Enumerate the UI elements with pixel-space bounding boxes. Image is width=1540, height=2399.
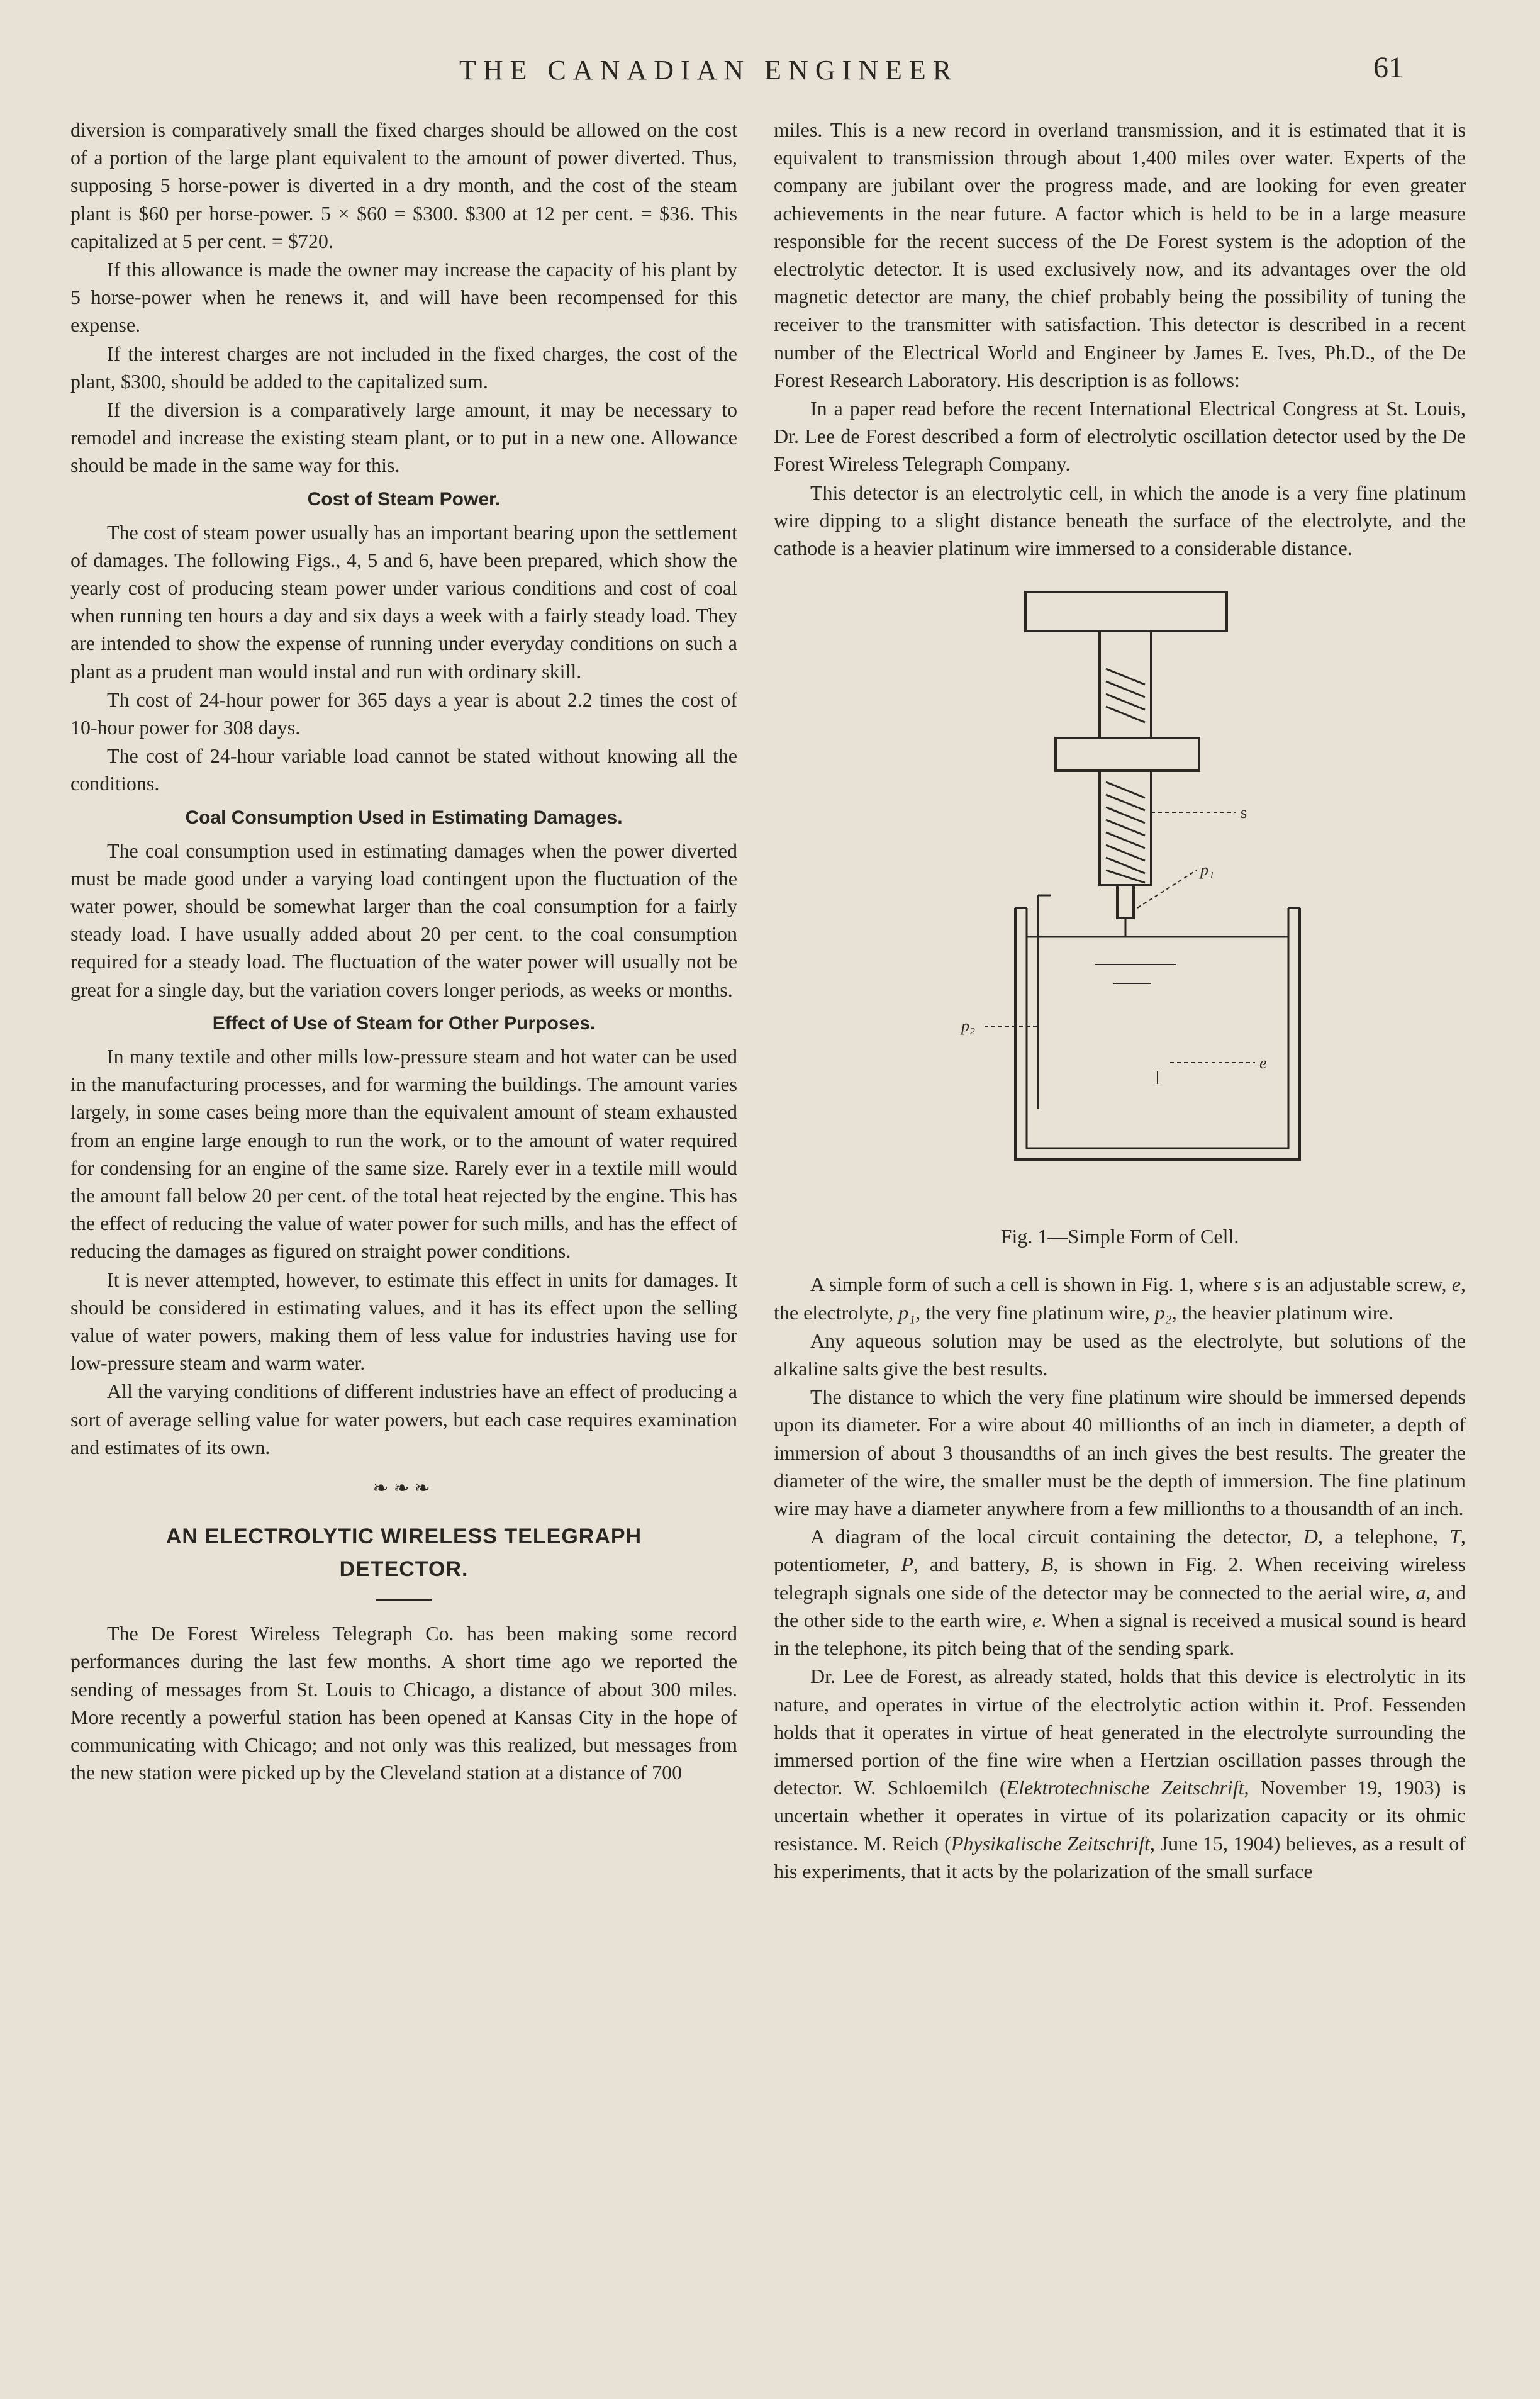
paragraph: In a paper read before the recent International Electrical Congress at St. Louis, Dr. Lee de Forest described a form of electrolytic oscillation detector used by the De Forest Wireless Telegraph Company. bbox=[774, 397, 1466, 476]
paragraph: The cost of steam power usually has an important bearing upon the settlement of damages. The following Figs., 4, 5 and 6, have been prepared, which show the yearly cost of producing steam power under various conditions and cost of coal when running ten hours a day and six days a week with a fairly steady load. They are intended to show the expense of running under everyday conditions on such a plant as a prudent man would instal and run with ordinary skill. bbox=[70, 520, 737, 683]
text-run: A diagram of the local circuit containing the detector, bbox=[810, 1525, 1303, 1548]
paragraph: The De Forest Wireless Telegraph Co. has been making some record performances during the last few months. A short time ago we reported the sending of messages from St. Louis to Chicago, a distance of about 300 miles. More recently a powerful station has been opened at Kansas City in the hope of communicating with Chicago; and not only was this realized, but messages from the new station were picked up by the Cleveland station at a distance of 700 bbox=[70, 1622, 737, 1784]
label-e: e bbox=[1259, 1054, 1267, 1073]
journal-title: THE CANADIAN ENGINEER bbox=[459, 55, 959, 86]
symbol-b: B bbox=[1041, 1553, 1054, 1576]
symbol-p2: p₂ bbox=[1154, 1300, 1172, 1324]
label-p1: p₁ bbox=[1200, 861, 1215, 880]
text-run: . When a signal is received a musical sound is heard in the telephone, its pitch being that of the sending spark. bbox=[774, 1608, 1466, 1660]
symbol-s: s bbox=[1253, 1273, 1261, 1296]
paragraph: If this allowance is made the owner may increase the capacity of his plant by 5 horse-power when he renews it, and will have been recompensed for this expense. bbox=[70, 258, 737, 337]
article-title bbox=[70, 1520, 737, 1585]
paragraph: The coal consumption used in estimating damages when the power diverted must be made good under a varying load contingent upon the fluctuation of the water power, should be somewhat larger than the coal consumption for a fairly steady load. I have usually added about 20 per cent. to the coal consumption required for a steady load. The fluctuation of the water power will usually not be great for a single day, but the variation covers longer periods, as weeks or months. bbox=[70, 839, 737, 1001]
paragraph: It is never attempted, however, to estimate this effect in units for damages. It should be considered in estimating values, and it has its effect upon the selling value of water powers, making them of less value for industries having use for low-pressure steam and warm water. bbox=[70, 1268, 737, 1375]
cell-vessel bbox=[1015, 908, 1300, 1160]
label-s: s bbox=[1241, 803, 1247, 822]
section-heading: Cost of Steam Power. bbox=[307, 488, 501, 510]
paragraph bbox=[774, 1662, 1466, 1885]
article-title-line-1: AN ELECTROLYTIC WIRELESS TELEGRAPH bbox=[165, 1524, 642, 1549]
label-p2: p₂ bbox=[961, 1017, 976, 1036]
title-rule bbox=[376, 1599, 432, 1601]
symbol-p1: p₁ bbox=[898, 1300, 916, 1324]
paragraph: The distance to which the very fine platinum wire should be immersed depends upon its diameter. For a wire about 40 millionths of an inch in diameter, a depth of immersion of about 3 thousandths of an inch gives the best results. The greater the diameter of the wire, the smaller must be the depth of immersion. The fine platinum wire may have a diameter anywhere from a few millionths to a thousandth of an inch. bbox=[774, 1385, 1466, 1520]
figure-caption: Fig. 1—Simple Form of Cell. bbox=[1000, 1225, 1239, 1248]
text-run: , the electrolyte, bbox=[774, 1273, 1466, 1324]
top-crossbar bbox=[1025, 592, 1227, 631]
section-ornament: ❧❧❧ bbox=[372, 1477, 435, 1499]
text-run: A simple form of such a cell is shown in Fig. 1, where bbox=[810, 1273, 1254, 1296]
paragraph: diversion is comparatively small the fixed charges should be allowed on the cost of a portion of the large plant equivalent to the amount of power diverted. Thus, supposing 5 horse-power is diverted in a dry month, and the cost of the steam plant is $60 per horse-power. 5 × $60 = $300. $300 at 12 per cent. = $36. This capitalized at 5 per cent. = $720. bbox=[70, 118, 737, 252]
text-run: , the very fine platinum wire, bbox=[915, 1300, 1155, 1324]
cell-diagram-drawing bbox=[774, 581, 1466, 1216]
journal-name: Physikalische Zeitschrift bbox=[951, 1831, 1151, 1855]
paragraph: In many textile and other mills low-pressure steam and hot water can be used in the manufacturing processes, and for warming the buildings. The amount varies largely, in some cases being more than the equivalent amount of steam exhausted from an engine large enough to run the work, or to the amount of water required for condensing for an engine of the same size. Rarely ever in a textile mill would the amount fall below 20 per cent. of the total heat rejected by the engine. This has the effect of reducing the value of water power for such mills, and has the effect of reducing the damages as figured on straight power conditions. bbox=[70, 1044, 737, 1263]
section-heading: Coal Consumption Used in Estimating Damages. bbox=[185, 807, 623, 828]
paragraph: Th cost of 24-hour power for 365 days a year is about 2.2 times the cost of 10-hour power for 308 days. bbox=[70, 688, 737, 739]
symbol-e: e bbox=[1451, 1273, 1461, 1296]
paragraph: All the varying conditions of different industries have an effect of producing a sort of average selling value for water powers, but each case requires examination and estimates of its own. bbox=[70, 1380, 737, 1458]
paragraph: If the diversion is a comparatively large amount, it may be necessary to remodel and increase the existing steam plant, or to put in a new one. Allowance should be made in the same way for this. bbox=[70, 398, 737, 477]
symbol-a: a bbox=[1415, 1580, 1426, 1604]
text-run: Dr. Lee de Forest, as already stated, holds that this device is electrolytic in its nature, and operates in virtue of the electrolytic action within it. Prof. Fessenden holds that it operates in virtue of heat generated in the electrolyte surrounding the immersed portion of the fine wire when a Hertzian oscillation passes through the detector. W. Schloemilch ( bbox=[774, 1665, 1466, 1799]
paragraph bbox=[774, 1523, 1466, 1662]
text-run: , and battery, bbox=[913, 1553, 1041, 1576]
middle-crossbar bbox=[1056, 738, 1199, 771]
paragraph: The cost of 24-hour variable load cannot be stated without knowing all the conditions. bbox=[70, 744, 737, 795]
symbol-e: e bbox=[1032, 1608, 1042, 1631]
text-run: , a telephone, bbox=[1317, 1525, 1450, 1548]
text-run: , and the other side to the earth wire, bbox=[774, 1580, 1466, 1631]
text-run: , potentiometer, bbox=[774, 1525, 1466, 1576]
left-column bbox=[70, 116, 737, 1786]
figure-cell-diagram bbox=[774, 581, 1466, 1216]
text-run: , the heavier platinum wire. bbox=[1171, 1300, 1393, 1324]
text-run: is an adjustable screw, bbox=[1261, 1273, 1452, 1296]
section-heading: Effect of Use of Steam for Other Purposes. bbox=[212, 1012, 596, 1034]
symbol-d: D bbox=[1303, 1525, 1318, 1548]
article-title-line-2: DETECTOR. bbox=[339, 1557, 469, 1582]
symbol-p: P bbox=[901, 1553, 913, 1576]
symbol-t: T bbox=[1449, 1525, 1461, 1548]
right-column bbox=[774, 116, 1466, 1885]
paragraph: miles. This is a new record in overland transmission, and it is estimated that it is equivalent to transmission through about 1,400 miles over water. Experts of the company are jubilant over the progress made, and are looking for even greater achievements in the near future. A factor which is held to be in a large measure responsible for the recent success of the De Forest system is the adoption of the electrolytic detector. It is used exclusively now, and its advantages over the old magnetic detector are many, the chief probably being the possibility of tuning the receiver to the transmitter with satisfaction. This detector is described in a recent number of the Electrical World and Engineer by James E. Ives, Ph.D., of the De Forest Research Laboratory. His description is as follows: bbox=[774, 118, 1466, 391]
text-run: , June 15, 1904) believes, as a result of his experiments, that it acts by the polarization of the small surface bbox=[774, 1831, 1466, 1882]
wire-holder bbox=[1117, 885, 1134, 918]
paragraph: If the interest charges are not included in the fixed charges, the cost of the plant, $300, should be added to the capitalized sum. bbox=[70, 342, 737, 393]
paragraph: This detector is an electrolytic cell, in which the anode is a very fine platinum wire dipping to a slight distance beneath the surface of the electrolyte, and the cathode is a heavier platinum wire immersed to a considerable distance. bbox=[774, 481, 1466, 560]
page-header bbox=[0, 51, 1540, 98]
text-run: , November 19, 1903) is uncertain whether it operates in virtue of its polarization capacity or its ohmic resistance. M. Reich ( bbox=[774, 1776, 1466, 1855]
paragraph bbox=[774, 1270, 1466, 1326]
journal-name: Elektrotechnische Zeitschrift bbox=[1006, 1776, 1244, 1799]
text-run: , is shown in Fig. 2. When receiving wireless telegraph signals one side of the detector may be connected to the aerial wire, bbox=[774, 1553, 1466, 1604]
page-number: 61 bbox=[1373, 51, 1403, 84]
paragraph: Any aqueous solution may be used as the electrolyte, but solutions of the alkaline salts give the best results. bbox=[774, 1329, 1466, 1380]
